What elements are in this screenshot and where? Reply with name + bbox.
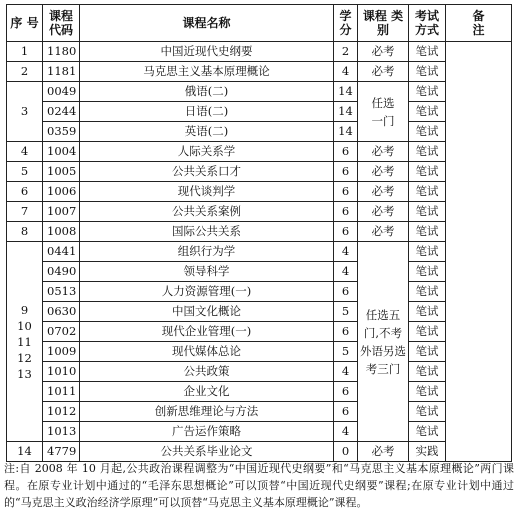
code-cell: 0630 xyxy=(43,302,80,322)
name-cell: 人力资源管理(一) xyxy=(80,282,334,302)
seq-cell: 8 xyxy=(7,222,43,242)
table-row xyxy=(7,442,512,462)
remark-cell xyxy=(446,42,512,462)
name-cell: 国际公共关系 xyxy=(80,222,334,242)
seq-cell: 3 xyxy=(7,82,43,142)
exam-cell: 笔试 xyxy=(409,122,446,142)
seq-cell: 1 xyxy=(7,42,43,62)
code-cell: 4779 xyxy=(43,442,80,462)
exam-cell: 笔试 xyxy=(409,242,446,262)
seq-cell: 7 xyxy=(7,202,43,222)
name-cell: 马克思主义基本原理概论 xyxy=(80,62,334,82)
header-code: 课程 代码 xyxy=(43,5,80,42)
name-cell: 企业文化 xyxy=(80,382,334,402)
header-name: 课程名称 xyxy=(80,5,334,42)
code-cell: 0359 xyxy=(43,122,80,142)
category-cell: 必考 xyxy=(358,42,409,62)
exam-cell: 笔试 xyxy=(409,82,446,102)
table-row xyxy=(7,142,512,162)
credit-cell: 6 xyxy=(334,202,358,222)
credit-cell: 6 xyxy=(334,142,358,162)
exam-cell: 笔试 xyxy=(409,322,446,342)
table-row xyxy=(7,202,512,222)
exam-cell: 笔试 xyxy=(409,202,446,222)
name-cell: 领导科学 xyxy=(80,262,334,282)
footnote: 注:自 2008 年 10 月起,公共政治课程调整为“中国近现代史纲要”和“马克思主义基本原理概论”两门课程。在原专业计划中通过的“毛泽东思想概论”可以顶替“中国近现代史纲要”课程;在原专业计划中通过的“马克思主义政治经济学原理”可以顶替“马克思主义基本原理概论”课程。 xyxy=(4,462,514,509)
code-cell: 1181 xyxy=(43,62,80,82)
exam-cell: 笔试 xyxy=(409,342,446,362)
category-cell: 必考 xyxy=(358,202,409,222)
exam-cell: 实践 xyxy=(409,442,446,462)
category-cell: 必考 xyxy=(358,182,409,202)
credit-cell: 14 xyxy=(334,122,358,142)
code-cell: 1012 xyxy=(43,402,80,422)
credit-cell: 6 xyxy=(334,282,358,302)
name-cell: 公共关系毕业论文 xyxy=(80,442,334,462)
code-cell: 0702 xyxy=(43,322,80,342)
credit-cell: 6 xyxy=(334,402,358,422)
name-cell: 俄语(二) xyxy=(80,82,334,102)
name-cell: 公共关系口才 xyxy=(80,162,334,182)
header-remark: 备注 xyxy=(446,5,512,42)
credit-cell: 14 xyxy=(334,102,358,122)
credit-cell: 5 xyxy=(334,302,358,322)
exam-cell: 笔试 xyxy=(409,262,446,282)
code-cell: 1180 xyxy=(43,42,80,62)
table-row xyxy=(7,42,512,62)
code-cell: 1005 xyxy=(43,162,80,182)
seq-cell: 5 xyxy=(7,162,43,182)
credit-cell: 4 xyxy=(334,62,358,82)
code-cell: 0049 xyxy=(43,82,80,102)
seq-cell: 6 xyxy=(7,182,43,202)
course-table xyxy=(6,4,512,462)
table-row xyxy=(7,262,512,282)
table-row xyxy=(7,82,512,102)
code-cell: 0441 xyxy=(43,242,80,262)
credit-cell: 6 xyxy=(334,382,358,402)
code-cell: 1009 xyxy=(43,342,80,362)
category-cell: 必考 xyxy=(358,222,409,242)
table-row xyxy=(7,222,512,242)
exam-cell: 笔试 xyxy=(409,382,446,402)
table-row xyxy=(7,102,512,122)
seq-cell: 9 10 11 12 13 xyxy=(7,242,43,442)
credit-cell: 6 xyxy=(334,322,358,342)
code-cell: 1011 xyxy=(43,382,80,402)
header-credit: 学 分 xyxy=(334,5,358,42)
exam-cell: 笔试 xyxy=(409,402,446,422)
table-row xyxy=(7,342,512,362)
name-cell: 公共关系案例 xyxy=(80,202,334,222)
name-cell: 现代媒体总论 xyxy=(80,342,334,362)
credit-cell: 6 xyxy=(334,222,358,242)
name-cell: 现代企业管理(一) xyxy=(80,322,334,342)
category-cell: 任选五 门,不考 外语另选 考三门 xyxy=(358,242,409,442)
table-row xyxy=(7,282,512,302)
category-cell: 必考 xyxy=(358,142,409,162)
name-cell: 日语(二) xyxy=(80,102,334,122)
credit-cell: 6 xyxy=(334,182,358,202)
table-header-row xyxy=(7,5,512,42)
name-cell: 广告运作策略 xyxy=(80,422,334,442)
table-row xyxy=(7,162,512,182)
code-cell: 1010 xyxy=(43,362,80,382)
exam-cell: 笔试 xyxy=(409,42,446,62)
table-row xyxy=(7,362,512,382)
table-row xyxy=(7,322,512,342)
table-row xyxy=(7,422,512,442)
credit-cell: 5 xyxy=(334,342,358,362)
name-cell: 组织行为学 xyxy=(80,242,334,262)
credit-cell: 4 xyxy=(334,362,358,382)
credit-cell: 0 xyxy=(334,442,358,462)
exam-cell: 笔试 xyxy=(409,362,446,382)
exam-cell: 笔试 xyxy=(409,222,446,242)
code-cell: 1006 xyxy=(43,182,80,202)
category-cell: 必考 xyxy=(358,162,409,182)
exam-cell: 笔试 xyxy=(409,302,446,322)
name-cell: 中国近现代史纲要 xyxy=(80,42,334,62)
exam-cell: 笔试 xyxy=(409,162,446,182)
credit-cell: 14 xyxy=(334,82,358,102)
category-cell: 任选 一门 xyxy=(358,82,409,142)
credit-cell: 4 xyxy=(334,262,358,282)
table-row xyxy=(7,242,512,262)
exam-cell: 笔试 xyxy=(409,142,446,162)
name-cell: 现代谈判学 xyxy=(80,182,334,202)
name-cell: 英语(二) xyxy=(80,122,334,142)
seq-cell: 2 xyxy=(7,62,43,82)
table-row xyxy=(7,302,512,322)
code-cell: 0513 xyxy=(43,282,80,302)
code-cell: 0244 xyxy=(43,102,80,122)
name-cell: 人际关系学 xyxy=(80,142,334,162)
header-category: 课程 类别 xyxy=(358,5,409,42)
credit-cell: 6 xyxy=(334,162,358,182)
seq-cell: 4 xyxy=(7,142,43,162)
code-cell: 0490 xyxy=(43,262,80,282)
category-cell: 必考 xyxy=(358,442,409,462)
credit-cell: 4 xyxy=(334,422,358,442)
table-row xyxy=(7,182,512,202)
exam-cell: 笔试 xyxy=(409,182,446,202)
code-cell: 1013 xyxy=(43,422,80,442)
header-seq: 序 号 xyxy=(7,5,43,42)
header-exam: 考试 方式 xyxy=(409,5,446,42)
seq-cell: 14 xyxy=(7,442,43,462)
exam-cell: 笔试 xyxy=(409,62,446,82)
code-cell: 1004 xyxy=(43,142,80,162)
credit-cell: 2 xyxy=(334,42,358,62)
exam-cell: 笔试 xyxy=(409,422,446,442)
code-cell: 1007 xyxy=(43,202,80,222)
exam-cell: 笔试 xyxy=(409,282,446,302)
code-cell: 1008 xyxy=(43,222,80,242)
name-cell: 公共政策 xyxy=(80,362,334,382)
table-row xyxy=(7,62,512,82)
table-row xyxy=(7,402,512,422)
category-cell: 必考 xyxy=(358,62,409,82)
credit-cell: 4 xyxy=(334,242,358,262)
name-cell: 中国文化概论 xyxy=(80,302,334,322)
exam-cell: 笔试 xyxy=(409,102,446,122)
name-cell: 创新思维理论与方法 xyxy=(80,402,334,422)
table-row xyxy=(7,382,512,402)
table-row xyxy=(7,122,512,142)
